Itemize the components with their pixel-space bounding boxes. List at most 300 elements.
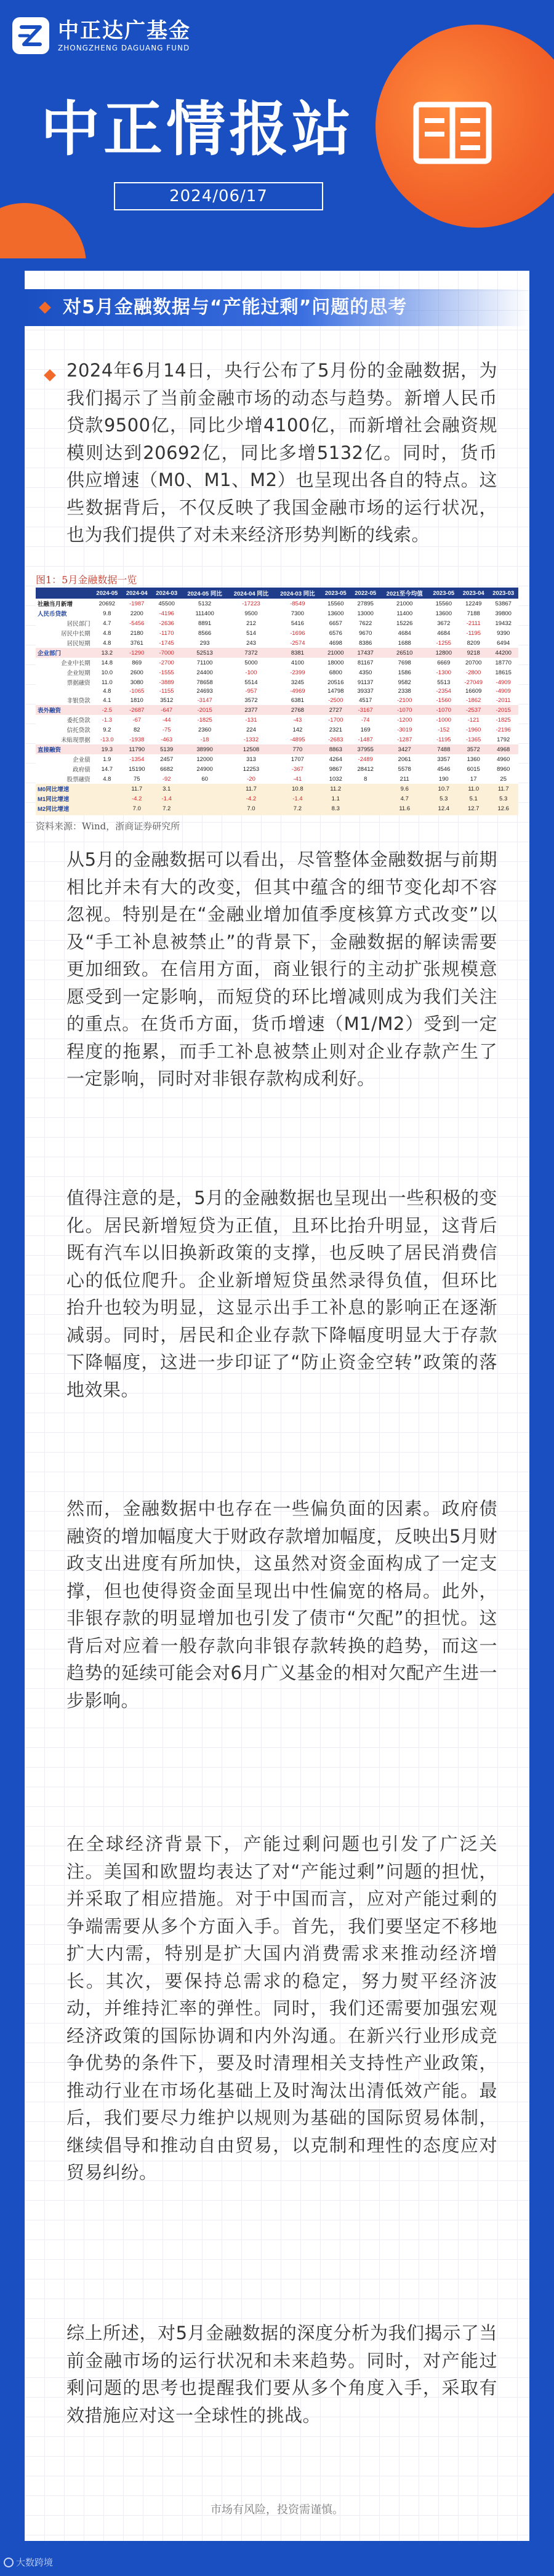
table-cell: 1810 <box>130 696 143 704</box>
table-cell: 21000 <box>321 648 350 658</box>
table-cell: 11400 <box>396 610 413 617</box>
table-cell: 14.7 <box>101 765 113 773</box>
table-cell: -1.3 <box>102 716 113 724</box>
table-row <box>36 608 518 618</box>
table-cell: -2.5 <box>92 705 122 715</box>
table-cell: 2360 <box>198 726 212 733</box>
table-cell: 39337 <box>357 688 374 695</box>
table-cell: -2196 <box>496 726 511 733</box>
table-cell: 4698 <box>329 639 342 647</box>
table-cell: 6800 <box>329 669 342 676</box>
table-cell: 18000 <box>327 659 344 666</box>
table-row <box>36 735 518 744</box>
brand-name-en: ZHONGZHENG DAGUANG FUND <box>58 44 190 52</box>
table-header-cell: 2024-05 同比 <box>182 588 228 599</box>
table-cell: 6015 <box>467 765 480 773</box>
table-cell: 11.0 <box>459 784 488 794</box>
table-cell: 7488 <box>429 744 459 754</box>
paragraph-conclusion: 综上所述，对5月金融数据的深度分析为我们揭示了当前金融市场的运行状况和未来趋势。同时，对产能过剩问题的思考也提醒我们要从多个角度入手，采取有效措施应对这一全球性的挑战。 <box>66 2323 497 2426</box>
watermark-text: 大数跨境 <box>16 2557 54 2568</box>
table-row <box>36 774 518 784</box>
table-cell <box>182 794 228 804</box>
table-cell: -2700 <box>159 659 174 666</box>
row-label: 企业部门 <box>36 648 92 658</box>
table-header-row <box>36 588 518 599</box>
table-cell: 514 <box>246 629 256 637</box>
table-cell: 38990 <box>182 744 228 754</box>
table-header-cell: 2024-04 <box>122 588 151 599</box>
row-label: 表外融资 <box>36 705 92 715</box>
table-cell: -2537 <box>459 705 488 715</box>
table-cell: 2768 <box>275 705 321 715</box>
table-header-cell: 2024-03 同比 <box>275 588 321 599</box>
table-cell: -1354 <box>129 756 145 763</box>
table-cell: 20692 <box>98 600 116 607</box>
table-header-cell: 2024-03 <box>151 588 181 599</box>
orange-diamond-bullet-icon <box>44 369 56 381</box>
issue-date: 2024/06/17 <box>114 182 323 210</box>
table-cell: 28412 <box>357 765 374 773</box>
report-book-icon <box>412 98 492 169</box>
table-cell: 4100 <box>291 659 304 666</box>
table-cell: 2200 <box>130 610 143 617</box>
table-cell: 1032 <box>329 775 342 783</box>
table-cell: 5.3 <box>488 794 518 804</box>
table-cell: -74 <box>361 716 370 724</box>
table-cell: -3167 <box>351 705 380 715</box>
table-cell: -1070 <box>429 705 459 715</box>
table-header-cell <box>36 588 92 599</box>
row-label: 居民短期 <box>66 640 90 647</box>
table-cell: -1287 <box>397 736 412 743</box>
table-cell: 2377 <box>228 705 274 715</box>
table-cell: 10.8 <box>275 784 321 794</box>
table-cell: -1000 <box>436 716 451 724</box>
table-cell: -647 <box>151 705 181 715</box>
table-cell: 12249 <box>465 600 482 607</box>
table-cell: -13.0 <box>100 736 114 743</box>
table-cell: 14.8 <box>101 659 113 666</box>
table-cell: 18615 <box>495 669 512 676</box>
table-row <box>36 813 518 815</box>
table-cell <box>351 813 380 815</box>
table-row <box>36 677 518 687</box>
table-cell: 10.0 <box>101 669 113 676</box>
table-cell: -67 <box>132 716 142 724</box>
table-cell: 4.1 <box>103 696 111 704</box>
table-cell: 75 <box>133 775 140 783</box>
table-cell: -2011 <box>496 696 511 704</box>
table-cell: -1200 <box>397 716 412 724</box>
table-cell: -1290 <box>122 648 151 658</box>
table-cell: -1255 <box>436 639 451 647</box>
table-cell: 9.6 <box>380 784 429 794</box>
table-cell: 8960 <box>497 765 510 773</box>
table-header-cell: 2024-04 同比 <box>228 588 274 599</box>
table-cell: 16609 <box>465 688 482 695</box>
table-cell: -8549 <box>290 600 305 607</box>
table-cell: 11790 <box>122 744 151 754</box>
brand-name-cn: 中正达广基金 <box>58 18 191 43</box>
table-cell: 53867 <box>495 600 512 607</box>
table-cell: 770 <box>275 744 321 754</box>
table-cell: 18770 <box>495 659 512 666</box>
table-cell: 6381 <box>291 696 304 704</box>
table-cell: -1700 <box>328 716 343 724</box>
table-row <box>36 638 518 648</box>
table-cell: 9670 <box>359 629 372 637</box>
table-cell: -367 <box>291 765 303 773</box>
table-cell: 2457 <box>160 756 174 763</box>
table-cell: 3572 <box>244 696 258 704</box>
table-cell <box>429 813 459 815</box>
row-label: 信托贷款 <box>66 727 90 734</box>
table-cell: -43 <box>293 716 302 724</box>
table-cell: 4684 <box>437 629 451 637</box>
table-cell: 6576 <box>329 629 342 637</box>
table-cell: -2399 <box>290 669 305 676</box>
table-cell: 4684 <box>398 629 411 637</box>
table-header-cell: 2022-05 <box>351 588 380 599</box>
table-cell: 2338 <box>398 688 411 695</box>
row-label: 政府债 <box>73 767 90 773</box>
table-cell: -75 <box>162 726 171 733</box>
table-header-cell: 2023-05 <box>429 588 459 599</box>
table-cell: -92 <box>162 775 171 783</box>
table-cell: 1707 <box>291 756 304 763</box>
table-cell: 11.7 <box>122 784 151 794</box>
table-cell: -2800 <box>466 669 481 676</box>
table-cell: 2727 <box>321 705 350 715</box>
table-cell: -1070 <box>380 705 429 715</box>
table-cell: 3512 <box>160 696 174 704</box>
watermark <box>4 2556 53 2569</box>
table-cell: -131 <box>245 716 257 724</box>
table-row <box>36 715 518 725</box>
table-cell: 9.2 <box>103 726 111 733</box>
table-cell: 60 <box>201 775 208 783</box>
decorative-orange-circle <box>0 203 86 258</box>
table-cell <box>228 813 274 815</box>
table-cell: 8386 <box>359 639 372 647</box>
table-cell <box>488 813 518 815</box>
figure-label: 图1：5月金融数据一览 <box>36 574 137 586</box>
table-cell: 7.2 <box>275 804 321 813</box>
table-cell: 2061 <box>398 756 411 763</box>
table-cell: 15190 <box>129 765 145 773</box>
table-cell: -18 <box>200 736 209 743</box>
table-cell: 243 <box>246 639 256 647</box>
table-row <box>36 794 518 804</box>
table-cell: -1170 <box>159 629 174 637</box>
row-label: 人民币贷款 <box>38 611 67 618</box>
table-cell: 224 <box>246 726 256 733</box>
row-label <box>36 687 92 695</box>
table-cell: 44200 <box>488 648 518 658</box>
table-cell: -2354 <box>436 688 451 695</box>
table-cell: -2500 <box>328 696 343 704</box>
row-label: M0同比增速 <box>36 784 92 794</box>
row-label: 委托贷款 <box>66 717 90 724</box>
row-label: 社融当月新增 <box>38 601 73 608</box>
table-cell: -4909 <box>496 688 511 695</box>
table-cell: -2015 <box>182 705 228 715</box>
table-cell <box>321 813 350 815</box>
table-cell: 5513 <box>437 679 451 686</box>
paragraph-intro: 2024年6月14日，央行公布了5月份的金融数据，为我们揭示了当前金融市场的动态与趋势。新增人民币贷款9500亿，同比少增4100亿，而新增社会融资规模则达到20692亿，同比多增5132亿。同时，货币供应增速（M0、M1、M2）也呈现出各自的特点。这些数据背后，不仅反映了我国金融市场的运行状况，也为我们提供了对未来经济形势判断的线索。 <box>66 360 497 545</box>
table-cell: 8891 <box>198 620 212 627</box>
row-label: M2同比增速 <box>36 804 92 813</box>
table-cell <box>122 813 151 815</box>
table-cell: 5578 <box>398 765 411 773</box>
table-cell: -17223 <box>242 600 260 607</box>
table-cell: 20516 <box>327 679 344 686</box>
table-cell: 4.8 <box>103 639 111 647</box>
table-cell: 13600 <box>327 610 344 617</box>
table-cell: -1365 <box>466 736 481 743</box>
table-cell: 13.2 <box>92 648 122 658</box>
table-cell: 1688 <box>398 639 411 647</box>
table-row <box>36 705 518 715</box>
table-cell: 4546 <box>437 765 451 773</box>
table-cell: 293 <box>199 639 210 647</box>
table-header-cell: 2023-05 <box>321 588 350 599</box>
table-cell <box>151 813 181 815</box>
table-cell: 1360 <box>467 756 480 763</box>
table-cell: 3572 <box>459 744 488 754</box>
table-cell: 8.3 <box>321 804 350 813</box>
table-cell: 13600 <box>435 610 452 617</box>
table-cell: 9.8 <box>103 610 111 617</box>
table-cell <box>275 813 321 815</box>
table-cell: 7.0 <box>122 804 151 813</box>
table-cell: 7.0 <box>228 804 274 813</box>
table-cell: 4968 <box>488 744 518 754</box>
table-cell: 7300 <box>291 610 304 617</box>
table-cell: 11.6 <box>380 804 429 813</box>
table-cell: -1938 <box>129 736 145 743</box>
row-label: 未贴现票据 <box>61 737 90 744</box>
table-cell: -1745 <box>159 639 174 647</box>
table-cell: 3080 <box>130 679 143 686</box>
table-cell: 39800 <box>495 610 512 617</box>
table-cell: -1332 <box>243 736 259 743</box>
table-cell: -957 <box>245 688 257 695</box>
table-cell: -1987 <box>129 600 145 607</box>
table-cell: 11.0 <box>101 679 113 686</box>
table-cell: -1825 <box>197 716 212 724</box>
row-label: 居民部门 <box>66 621 90 628</box>
table-cell: 4.7 <box>103 620 111 627</box>
table-row <box>36 754 518 764</box>
table-cell: 12.7 <box>459 804 488 813</box>
table-cell: 6494 <box>497 639 510 647</box>
table-row <box>36 658 518 668</box>
table-cell: 15560 <box>327 600 344 607</box>
table-cell: 4350 <box>359 669 372 676</box>
page-title: 中正情报站 <box>41 95 355 164</box>
table-cell: 211 <box>399 775 409 783</box>
table-cell: -1555 <box>159 669 174 676</box>
table-cell: 8863 <box>321 744 350 754</box>
table-cell: 78658 <box>196 679 213 686</box>
table-cell: 190 <box>438 775 449 783</box>
table-cell: 8566 <box>198 629 212 637</box>
table-cell: -1960 <box>466 726 481 733</box>
table-cell: 12253 <box>243 765 260 773</box>
table-cell: 2321 <box>329 726 342 733</box>
table-cell: 5132 <box>198 600 212 607</box>
table-cell: -100 <box>245 669 257 676</box>
table-cell: 4.8 <box>103 688 111 695</box>
table-cell: 7.2 <box>151 804 181 813</box>
table-cell <box>92 804 122 813</box>
table-cell: 5000 <box>244 659 258 666</box>
orange-diamond-icon <box>39 301 51 314</box>
table-cell: 2600 <box>130 669 143 676</box>
table-cell: 3357 <box>437 756 451 763</box>
table-row <box>36 784 518 794</box>
table-cell: 9390 <box>497 629 510 637</box>
table-cell: -44 <box>162 716 171 724</box>
table-cell: 9500 <box>244 610 258 617</box>
risk-disclaimer: 市场有风险，投资需谨慎。 <box>211 2503 343 2516</box>
table-cell <box>92 794 122 804</box>
table-cell: 2180 <box>130 629 143 637</box>
table-cell: 27895 <box>357 600 374 607</box>
table-row <box>36 687 518 695</box>
table-cell: 24693 <box>196 688 213 695</box>
table-cell: 7372 <box>228 648 274 658</box>
table-cell: -1560 <box>436 696 451 704</box>
table-cell: 3.1 <box>151 784 181 794</box>
table-cell: -1195 <box>436 736 451 743</box>
table-cell: 14798 <box>327 688 344 695</box>
table-cell: -1825 <box>496 716 511 724</box>
table-cell: 6669 <box>437 659 451 666</box>
row-label <box>36 813 92 815</box>
table-cell: -1862 <box>466 696 481 704</box>
table-cell: 3672 <box>437 620 451 627</box>
table-cell: 7188 <box>467 610 480 617</box>
article-card <box>25 271 529 2541</box>
table-cell: 17437 <box>351 648 380 658</box>
row-label: 股票融资 <box>66 776 90 783</box>
table-cell: -2683 <box>328 736 343 743</box>
table-cell: 3427 <box>380 744 429 754</box>
table-cell: 12800 <box>429 648 459 658</box>
table-cell: 11.7 <box>488 784 518 794</box>
table-cell: 9582 <box>398 679 411 686</box>
table-cell: 5416 <box>291 620 304 627</box>
table-cell: 313 <box>246 756 256 763</box>
table-cell: 4.8 <box>103 629 111 637</box>
brand-logo[interactable] <box>12 17 191 54</box>
table-cell: 20700 <box>465 659 482 666</box>
table-cell: 26510 <box>380 648 429 658</box>
table-cell: -41 <box>293 775 302 783</box>
table-header-cell: 2024-05 <box>92 588 122 599</box>
table-cell: -2636 <box>159 620 174 627</box>
table-cell: 13000 <box>357 610 374 617</box>
table-cell: -4909 <box>496 679 511 686</box>
table-cell: 3245 <box>291 679 304 686</box>
row-label: 企业中长期 <box>61 660 90 667</box>
brand-z-icon <box>12 17 49 54</box>
table-row <box>36 648 518 658</box>
table-cell: -4969 <box>290 688 305 695</box>
table-cell: 12.6 <box>488 804 518 813</box>
table-cell <box>351 794 380 804</box>
table-cell: -2111 <box>466 620 481 627</box>
row-label: 直接融资 <box>36 744 92 754</box>
table-cell: -1155 <box>159 688 174 695</box>
row-label: 票据融资 <box>66 680 90 687</box>
table-cell: -3019 <box>397 726 412 733</box>
table-header-cell: 2023-04 <box>459 588 488 599</box>
table-cell: 10.7 <box>429 784 459 794</box>
row-label: 居民中长期 <box>61 631 90 637</box>
watermark-circle-icon <box>4 2558 14 2567</box>
table-cell: 91137 <box>357 679 374 686</box>
table-cell <box>351 784 380 794</box>
table-cell: 12.4 <box>429 804 459 813</box>
table-cell: -1300 <box>436 669 451 676</box>
table-cell: -1.4 <box>151 794 181 804</box>
table-cell: -1065 <box>129 688 145 695</box>
table-cell: 8381 <box>275 648 321 658</box>
table-cell: -7000 <box>151 648 181 658</box>
table-cell <box>182 784 228 794</box>
table-cell <box>351 804 380 813</box>
table-cell: 5514 <box>244 679 258 686</box>
table-cell: -463 <box>161 736 173 743</box>
table-cell: 19432 <box>495 620 512 627</box>
table-cell: 8 <box>364 775 367 783</box>
table-cell: 1.9 <box>103 756 111 763</box>
table-cell: -4.2 <box>228 794 274 804</box>
table-cell: 21000 <box>396 600 413 607</box>
table-header-cell: 2021至今均值 <box>380 588 429 599</box>
table-cell: 24400 <box>196 669 213 676</box>
table-cell: 7622 <box>359 620 372 627</box>
figure-source: 资料来源：Wind，浙商证券研究所 <box>36 821 180 832</box>
table-cell: 8209 <box>467 639 480 647</box>
paragraph-overcapacity: 在全球经济背景下，产能过剩问题也引发了广泛关注。美国和欧盟均表达了对“产能过剩”问题的担忧，并采取了相应措施。对于中国而言，应对产能过剩的争端需要从多个方面入手。首先，我们要坚定不移地扩大内需，特别是扩大国内消费需求来推动经济增长。其次，要保持总需求的稳定，努力熨平经济波动，并维持汇率的弹性。同时，我们还需要加强宏观经济政策的国际协调和内外沟通。在新兴行业形成竞争优势的条件下，要及时清理相关支持性产业政策，推动行业在市场化基础上及时淘汰出清低效产能。最后，我们要尽力维护以规则为基础的国际贸易体制，继续倡导和推动自由贸易，以克制和理性的态度应对贸易纠纷。 <box>66 1833 497 2183</box>
row-label: 企业债 <box>73 757 90 764</box>
table-body <box>36 599 518 815</box>
table-row <box>36 599 518 608</box>
table-cell: 19.3 <box>92 744 122 754</box>
table-cell: -1195 <box>466 629 481 637</box>
table-cell: -4.2 <box>122 794 151 804</box>
table-cell: 869 <box>132 659 142 666</box>
table-cell: -20 <box>247 775 255 783</box>
table-cell <box>92 784 122 794</box>
paragraph-analysis: 从5月的金融数据可以看出，尽管整体金融数据与前期相比并未有大的改变，但其中蕴含的细节变化却不容忽视。特别是在“金融业增加值季度核算方式改变”以及“手工补息被禁止”的背景下，金融数据的解读需要更加细致。在信用方面，商业银行的主动扩张规模意愿受到一定影响，而短贷的环比增减则成为我们关注的重点。在货币方面，货币增速（M1/M2）受到一定程度的拖累，而手工补息被禁止则对企业存款产生了一定影响，同时对非银存款构成利好。 <box>66 849 497 1089</box>
row-label: 非银贷款 <box>66 698 90 704</box>
header-banner <box>0 0 554 258</box>
table-cell: 1.1 <box>321 794 350 804</box>
table-cell: 5.3 <box>429 794 459 804</box>
table-cell: 9867 <box>329 765 342 773</box>
table-row <box>36 628 518 638</box>
table-cell: 4.7 <box>380 794 429 804</box>
table-cell <box>182 813 228 815</box>
table-cell: 169 <box>360 726 371 733</box>
financial-data-table <box>36 588 518 815</box>
table-cell: 142 <box>292 726 303 733</box>
